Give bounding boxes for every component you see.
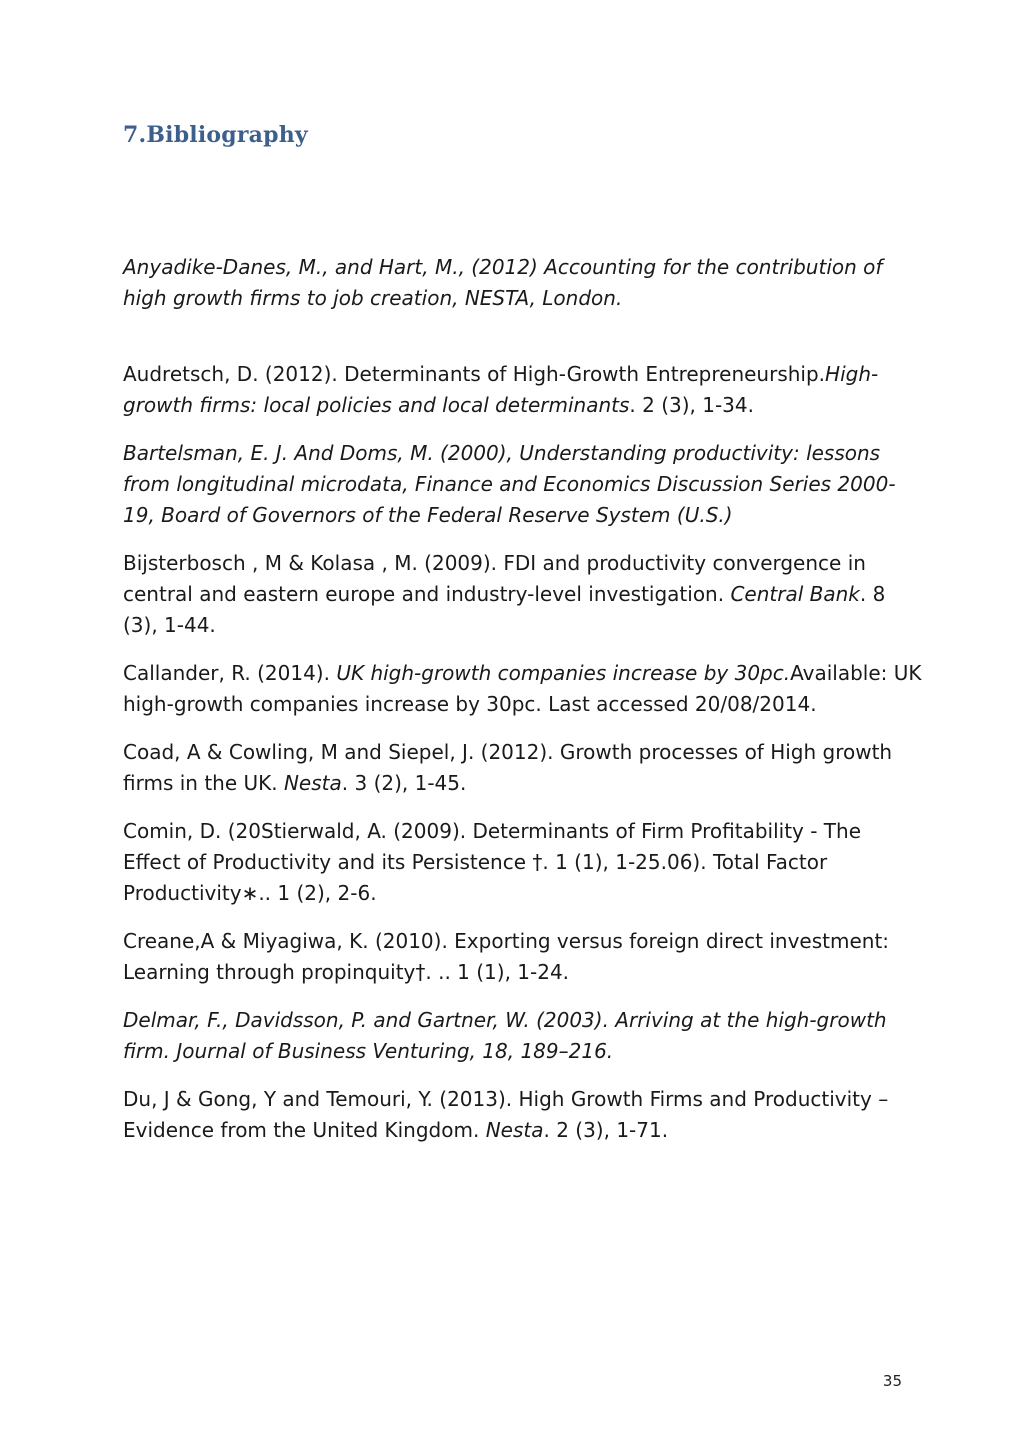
entry-text: Available: UK high-growth companies increase by 30pc. Last accessed 20/08/2014. [123, 661, 922, 716]
entry-title: UK high-growth companies increase by 30pc. [336, 661, 791, 685]
section-heading: 7.Bibliography [123, 122, 308, 148]
bibliography-entry [123, 438, 923, 531]
bibliography-list [123, 252, 923, 1163]
entry-text: Anyadike-Danes, M., and Hart, M., (2012) Accounting for the contribution of high growth firms to job creation, NESTA, London. [123, 255, 883, 310]
page-number: 35 [882, 1372, 902, 1390]
entry-title: High-growth firms: local policies and local determinants [123, 362, 879, 417]
bibliography-entry [123, 1005, 923, 1067]
entry-text: Creane,A & Miyagiwa, K. (2010). Exporting versus foreign direct investment: Learning through propinquity†. .. 1 (1), 1-24. [123, 929, 890, 984]
entry-text: Bijsterbosch , M & Kolasa , M. (2009). FDI and productivity convergence in central and eastern europe and industry-level investigation. [123, 551, 866, 606]
bibliography-entry [123, 252, 923, 314]
entry-text: . 2 (3), 1-34. [629, 393, 754, 417]
entry-text: . 2 (3), 1-71. [543, 1118, 669, 1142]
entry-text: . 8 (3), 1-44. [123, 582, 886, 637]
bibliography-entry [123, 926, 923, 988]
entry-journal: Central Bank [730, 582, 860, 606]
entry-text: . 3 (2), 1-45. [341, 771, 467, 795]
entry-text: Comin, D. (20Stierwald, A. (2009). Determinants of Firm Profitability - The Effect of Productivity and its Persistence †. 1 (1), 1-25.06). Total Factor Productivity∗.. 1 (2), 2-6. [123, 819, 861, 905]
entry-journal: Nesta [283, 771, 342, 795]
entry-text: Delmar, F., Davidsson, P. and Gartner, W. (2003). Arriving at the high-growth firm. Journal of Business Venturing, 18, 189–216. [123, 1008, 887, 1063]
entry-text: Callander, R. (2014). [123, 661, 337, 685]
entry-text: Coad, A & Cowling, M and Siepel, J. (2012). Growth processes of High growth firms in the UK. [123, 740, 893, 795]
bibliography-entry [123, 1084, 923, 1146]
entry-text: Audretsch, D. (2012). Determinants of High-Growth Entrepreneurship. [123, 362, 826, 386]
bibliography-entry [123, 658, 923, 720]
bibliography-entry [123, 737, 923, 799]
entry-text: Du, J & Gong, Y and Temouri, Y. (2013). High Growth Firms and Productivity – Evidence from the United Kingdom. [123, 1087, 889, 1142]
entry-journal: Nesta [485, 1118, 544, 1142]
entry-text: Bartelsman, E. J. And Doms, M. (2000), Understanding productivity: lessons from longitudinal microdata, Finance and Economics Discussion Series 2000-19, Board of Governors of the Federal Reserve System (U.S.) [123, 441, 896, 527]
bibliography-entry [123, 816, 923, 909]
bibliography-entry [123, 548, 923, 641]
bibliography-entry [123, 359, 923, 421]
